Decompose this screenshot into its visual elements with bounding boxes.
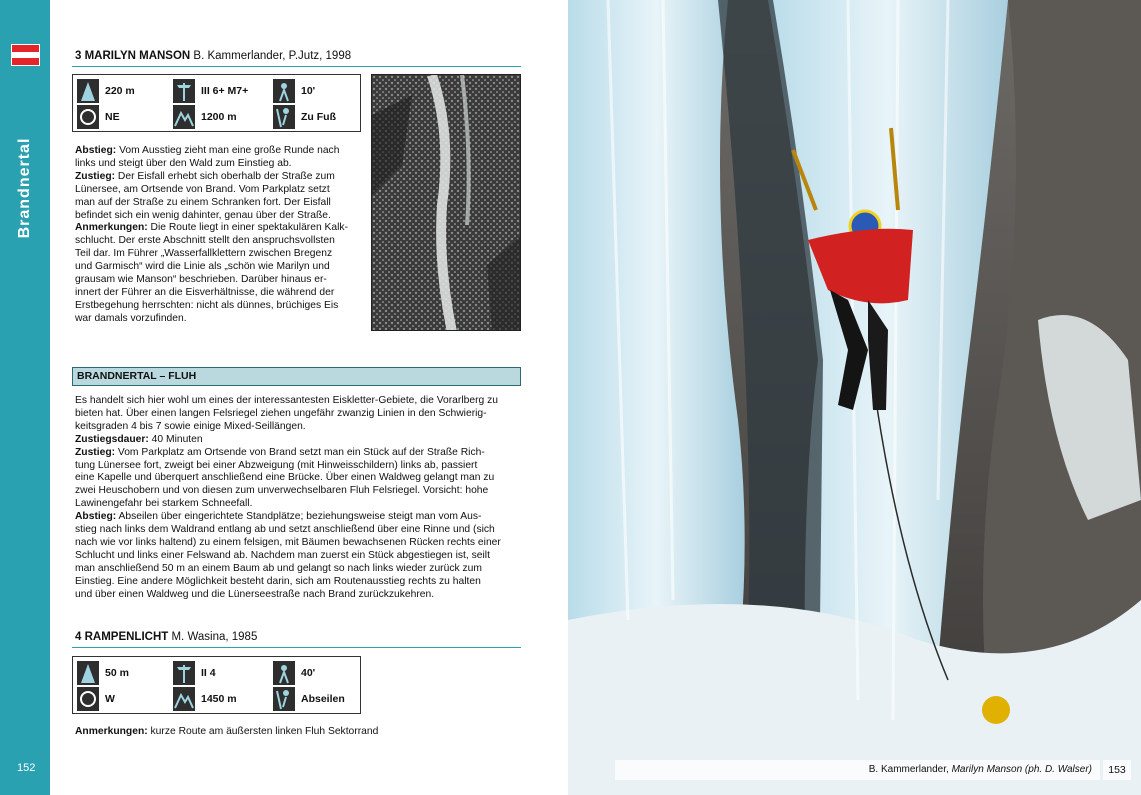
chapter-sidebar xyxy=(0,0,50,795)
route-4-authors: M. Wasina, 1985 xyxy=(168,631,258,643)
route-3-title xyxy=(75,50,351,62)
page-number-right: 153 xyxy=(1103,760,1131,780)
divider-line xyxy=(72,66,521,67)
section-intro: Es handelt sich hier wohl um eines der interessantesten Eiskletter-Gebiete, die Vorarlberg zu bieten hat. Über einen langen Felsriegel ziehen ungefähr zwanzig Linien in den Schwierig- keitsgraden 4 bis 7 sowie einige Mixed-Seillängen. xyxy=(75,395,498,432)
info-approach-time: 40' xyxy=(273,660,315,686)
length-icon xyxy=(77,661,99,685)
divider-line xyxy=(72,647,521,648)
photo-caption: B. Kammerlander, Marilyn Manson (ph. D. Walser) xyxy=(615,760,1100,780)
ice-axe-icon xyxy=(173,79,195,103)
info-grade: II 4 xyxy=(173,660,216,686)
info-orientation: NE xyxy=(77,104,120,130)
info-length: 50 m xyxy=(77,660,129,686)
info-grade: III 6+ M7+ xyxy=(173,78,248,104)
info-orientation: W xyxy=(77,686,115,712)
route-3-description xyxy=(75,145,357,326)
left-page xyxy=(50,0,568,795)
route-4-info-box xyxy=(72,656,361,714)
route-3-authors: B. Kammerlander, P.Jutz, 1998 xyxy=(190,50,352,62)
route-3-name: 3 MARILYN MANSON xyxy=(75,50,191,62)
chapter-title: Brandnertal xyxy=(16,137,33,239)
mountain-icon xyxy=(173,105,195,129)
approach-time-icon xyxy=(273,79,295,103)
route-4-name: 4 RAMPENLICHT xyxy=(75,631,169,643)
route-3-photo xyxy=(371,74,521,331)
zustiegsdauer-line: Zustiegsdauer: 40 Minuten xyxy=(75,433,203,445)
austria-flag-icon xyxy=(11,44,40,66)
length-icon xyxy=(77,79,99,103)
route-4-title xyxy=(75,631,257,643)
ice-axe-icon xyxy=(173,661,195,685)
info-altitude: 1200 m xyxy=(173,104,237,130)
ice-climbing-photo xyxy=(568,0,1141,795)
info-length: 220 m xyxy=(77,78,135,104)
abstieg-paragraph: Abstieg: Vom Ausstieg zieht man eine große Runde nach links und steigt über den Wald zum Einstieg ab. xyxy=(75,145,340,169)
approach-time-icon xyxy=(273,661,295,685)
zustieg-paragraph: Zustieg: Der Eisfall erhebt sich oberhalb der Straße zum Lünersee, am Ortsende von Brand. Vom Parkplatz setzt man auf der Straße zu einem Schranken fort. Der Eisfall befindet sich ein wenig dahinter, genau über der Straße. xyxy=(75,170,335,221)
descent-icon xyxy=(273,687,295,711)
info-descent: Abseilen xyxy=(273,686,345,712)
page-number-left: 152 xyxy=(17,762,36,774)
section-abstieg: Abstieg: Abseilen über eingerichtete Standplätze; beziehungsweise steigt man vom Aus- stieg nach links dem Waldrand entlang ab und setzt anschließend über eine Rinne und (sich nach wie vor links haltend) zu einem felsigen, mit Bäumen bewachsenen Rücken rechts einer Schlucht und links einer Felswand ab. Nachdem man zuerst ein Stück abgestiegen ist, seilt man anschließend 50 m an einem Baum ab und gelangt so nach links wieder zurück zum Einstieg. Eine andere Möglichkeit besteht darin, sich am Routenausstieg rechts zu halten und über einen Waldweg und die Lünerseestraße nach Brand zurückzukehren. xyxy=(75,511,501,600)
info-descent: Zu Fuß xyxy=(273,104,336,130)
mountain-icon xyxy=(173,687,195,711)
section-description xyxy=(75,395,521,602)
info-altitude: 1450 m xyxy=(173,686,237,712)
route-3-info-box xyxy=(72,74,361,132)
section-header: BRANDNERTAL – FLUH xyxy=(72,367,521,386)
anmerkungen-paragraph: Anmerkungen: Die Route liegt in einer spektakulären Kalk- schlucht. Der erste Abschnitt stellt den anspruchsvollsten Teil dar. Im Führer „Wasserfallklettern zwischen Bregenz und Garmisch“ wird die Linie als „schön wie Marilyn und grausam wie Manson“ beschrieben. Darüber hinaus er- innert der Führer an die Eisverhältnisse, die während der Erstbegehung herrschten: nicht als dünnes, brüchiges Eis war damals vorzufinden. xyxy=(75,222,348,324)
info-approach-time: 10' xyxy=(273,78,315,104)
compass-icon xyxy=(77,105,99,129)
compass-icon xyxy=(77,687,99,711)
route-4-note: Anmerkungen: kurze Route am äußersten linken Fluh Sektorrand xyxy=(75,726,379,737)
descent-icon xyxy=(273,105,295,129)
section-zustieg: Zustieg: Vom Parkplatz am Ortsende von Brand setzt man ein Stück auf der Straße Rich- tung Lünersee fort, zweigt bei einer Abzweigung (mit Hinweisschildern) links ab, passiert eine Kapelle und überquert anschließend eine Brücke. Über einen Waldweg gelangt man zu zwei Heuschobern und von diesen zum unverwechselbaren Fluh Felsriegel. Vorsicht: hohe Lawinengefahr bei starkem Schneefall. xyxy=(75,446,495,510)
